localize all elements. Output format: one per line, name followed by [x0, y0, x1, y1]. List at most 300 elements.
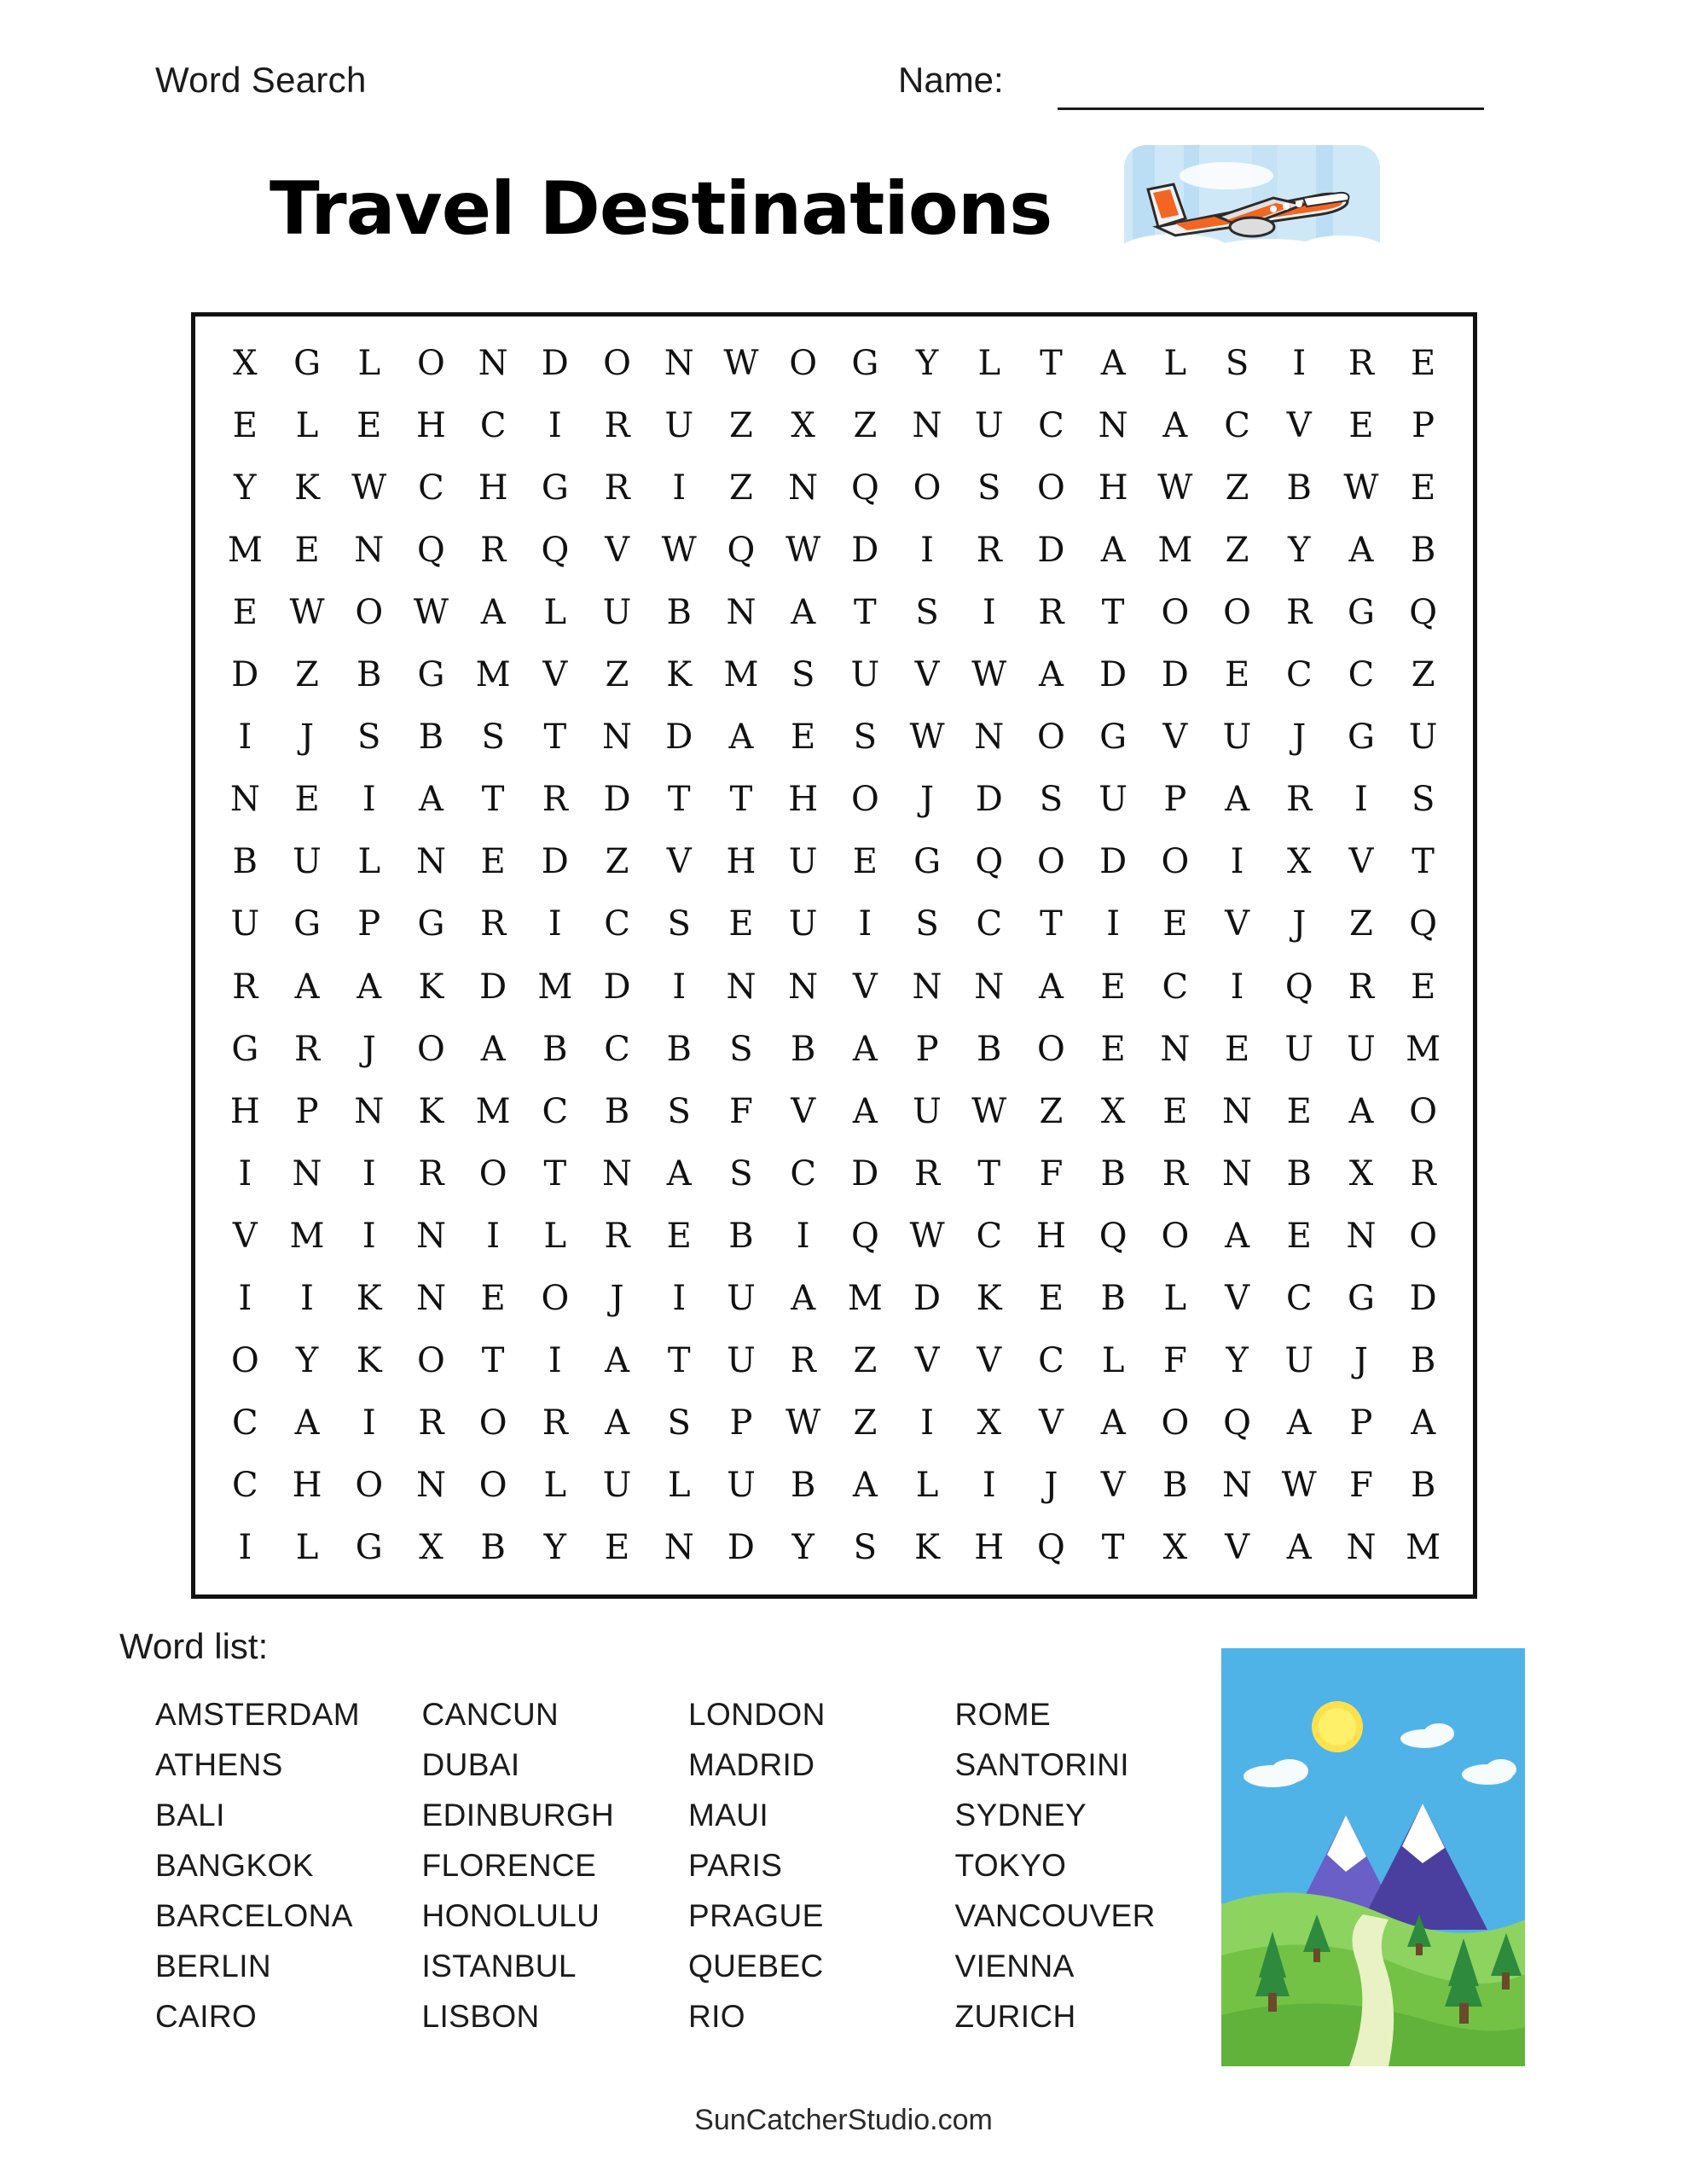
- grid-cell[interactable]: Z: [1225, 530, 1249, 570]
- grid-cell[interactable]: L: [915, 1466, 939, 1506]
- grid-cell[interactable]: K: [356, 1279, 382, 1319]
- grid-cell[interactable]: O: [355, 592, 384, 632]
- grid-cell[interactable]: I: [300, 1279, 314, 1319]
- grid-cell[interactable]: C: [790, 1153, 816, 1194]
- word-list-item[interactable]: QUEBEC: [688, 1949, 824, 1984]
- grid-cell[interactable]: N: [788, 967, 819, 1007]
- grid-cell[interactable]: A: [791, 592, 816, 632]
- grid-cell[interactable]: E: [1411, 343, 1436, 383]
- grid-cell[interactable]: U: [788, 904, 818, 944]
- grid-cell[interactable]: T: [481, 1341, 505, 1381]
- grid-cell[interactable]: N: [229, 780, 260, 820]
- grid-cell[interactable]: S: [1039, 780, 1064, 820]
- grid-cell[interactable]: D: [479, 967, 507, 1007]
- grid-cell[interactable]: V: [1348, 842, 1374, 882]
- grid-cell[interactable]: N: [974, 967, 1005, 1007]
- grid-cell[interactable]: B: [666, 592, 692, 632]
- grid-cell[interactable]: X: [1100, 1091, 1126, 1131]
- grid-cell[interactable]: O: [1161, 592, 1190, 632]
- grid-cell[interactable]: N: [912, 967, 942, 1007]
- grid-cell[interactable]: O: [417, 1029, 445, 1069]
- grid-cell[interactable]: L: [357, 343, 381, 383]
- grid-cell[interactable]: D: [1037, 530, 1065, 570]
- grid-cell[interactable]: F: [1349, 1466, 1373, 1506]
- grid-cell[interactable]: D: [603, 967, 631, 1007]
- grid-cell[interactable]: V: [977, 1341, 1002, 1381]
- grid-cell[interactable]: E: [728, 904, 754, 944]
- grid-cell[interactable]: E: [1411, 468, 1436, 508]
- grid-cell[interactable]: N: [602, 717, 633, 758]
- grid-cell[interactable]: V: [914, 1341, 940, 1381]
- grid-cell[interactable]: I: [362, 1153, 376, 1194]
- grid-cell[interactable]: Z: [1349, 904, 1373, 944]
- grid-cell[interactable]: G: [913, 842, 942, 882]
- grid-cell[interactable]: P: [729, 1403, 753, 1443]
- grid-cell[interactable]: T: [853, 592, 877, 632]
- grid-cell[interactable]: Z: [605, 655, 629, 695]
- grid-cell[interactable]: N: [726, 967, 757, 1007]
- grid-cell[interactable]: E: [1286, 1216, 1312, 1256]
- grid-cell[interactable]: A: [605, 1341, 629, 1381]
- grid-cell[interactable]: E: [1224, 655, 1250, 695]
- grid-cell[interactable]: U: [1284, 1029, 1314, 1069]
- grid-cell[interactable]: X: [233, 343, 258, 383]
- grid-cell[interactable]: C: [1285, 655, 1313, 695]
- grid-cell[interactable]: U: [727, 1466, 756, 1506]
- grid-cell[interactable]: B: [418, 717, 444, 758]
- grid-cell[interactable]: I: [796, 1216, 810, 1256]
- grid-cell[interactable]: O: [603, 343, 631, 383]
- grid-cell[interactable]: C: [418, 468, 444, 508]
- grid-cell[interactable]: H: [974, 1528, 1005, 1568]
- grid-cell[interactable]: D: [603, 780, 631, 820]
- grid-cell[interactable]: U: [1099, 780, 1128, 820]
- grid-cell[interactable]: U: [727, 1341, 756, 1381]
- grid-cell[interactable]: E: [232, 405, 258, 445]
- grid-cell[interactable]: E: [1411, 967, 1436, 1007]
- grid-cell[interactable]: T: [667, 1341, 691, 1381]
- grid-cell[interactable]: B: [1100, 1153, 1126, 1194]
- grid-cell[interactable]: O: [1161, 1403, 1190, 1443]
- grid-cell[interactable]: W: [1281, 1466, 1317, 1506]
- grid-cell[interactable]: I: [362, 1216, 376, 1256]
- grid-cell[interactable]: R: [913, 1153, 941, 1194]
- grid-cell[interactable]: B: [542, 1029, 568, 1069]
- grid-cell[interactable]: V: [914, 655, 940, 695]
- grid-cell[interactable]: G: [293, 343, 322, 383]
- grid-cell[interactable]: R: [1162, 1153, 1188, 1194]
- grid-cell[interactable]: I: [362, 1403, 376, 1443]
- grid-cell[interactable]: D: [541, 842, 569, 882]
- word-list-item[interactable]: MADRID: [688, 1747, 815, 1782]
- grid-cell[interactable]: E: [1100, 967, 1126, 1007]
- grid-cell[interactable]: A: [294, 967, 320, 1007]
- grid-cell[interactable]: I: [1354, 780, 1368, 820]
- grid-cell[interactable]: T: [543, 1153, 567, 1194]
- grid-cell[interactable]: C: [1038, 1341, 1064, 1381]
- grid-cell[interactable]: W: [971, 655, 1007, 695]
- grid-cell[interactable]: U: [788, 842, 818, 882]
- grid-cell[interactable]: F: [729, 1091, 753, 1131]
- grid-cell[interactable]: T: [1101, 1528, 1125, 1568]
- grid-cell[interactable]: S: [1411, 780, 1435, 820]
- grid-cell[interactable]: E: [1162, 1091, 1188, 1131]
- grid-cell[interactable]: S: [853, 1528, 878, 1568]
- grid-cell[interactable]: U: [293, 842, 322, 882]
- grid-cell[interactable]: M: [723, 655, 759, 695]
- grid-cell[interactable]: D: [851, 530, 879, 570]
- grid-cell[interactable]: I: [672, 1279, 687, 1319]
- grid-cell[interactable]: R: [1038, 592, 1064, 632]
- grid-cell[interactable]: O: [478, 1466, 507, 1506]
- word-list-item[interactable]: MAUI: [688, 1798, 769, 1833]
- grid-cell[interactable]: I: [548, 1341, 562, 1381]
- grid-cell[interactable]: A: [1100, 343, 1126, 383]
- word-list-item[interactable]: FLORENCE: [421, 1848, 597, 1883]
- grid-cell[interactable]: C: [1038, 405, 1064, 445]
- word-search-grid[interactable]: [191, 312, 1477, 1599]
- grid-cell[interactable]: S: [357, 717, 381, 758]
- grid-cell[interactable]: T: [1101, 592, 1125, 632]
- grid-cell[interactable]: A: [294, 1403, 320, 1443]
- grid-cell[interactable]: P: [1163, 780, 1187, 820]
- grid-cell[interactable]: P: [1412, 405, 1435, 445]
- grid-cell[interactable]: E: [294, 780, 320, 820]
- grid-cell[interactable]: R: [542, 1403, 568, 1443]
- grid-cell[interactable]: N: [602, 1153, 633, 1194]
- grid-cell[interactable]: L: [1101, 1341, 1125, 1381]
- grid-cell[interactable]: N: [664, 343, 694, 383]
- grid-cell[interactable]: L: [1163, 1279, 1187, 1319]
- grid-cell[interactable]: A: [852, 1029, 878, 1069]
- word-list-item[interactable]: AMSTERDAM: [155, 1697, 360, 1732]
- grid-cell[interactable]: C: [1162, 967, 1189, 1007]
- grid-cell[interactable]: V: [605, 530, 629, 570]
- grid-cell[interactable]: X: [1348, 1153, 1374, 1194]
- grid-cell[interactable]: J: [362, 1029, 376, 1069]
- grid-cell[interactable]: J: [1292, 904, 1307, 944]
- grid-cell[interactable]: G: [541, 468, 569, 508]
- grid-cell[interactable]: B: [666, 1029, 692, 1069]
- grid-cell[interactable]: G: [293, 904, 322, 944]
- grid-cell[interactable]: A: [1225, 1216, 1249, 1256]
- grid-cell[interactable]: R: [604, 1216, 630, 1256]
- grid-cell[interactable]: N: [664, 1528, 694, 1568]
- grid-cell[interactable]: K: [976, 1279, 1002, 1319]
- grid-cell[interactable]: S: [729, 1029, 753, 1069]
- grid-cell[interactable]: O: [1037, 717, 1065, 758]
- grid-cell[interactable]: I: [362, 780, 376, 820]
- grid-cell[interactable]: D: [851, 1153, 879, 1194]
- grid-cell[interactable]: S: [729, 1153, 753, 1194]
- grid-cell[interactable]: E: [1038, 1279, 1064, 1319]
- grid-cell[interactable]: A: [852, 1091, 878, 1131]
- grid-cell[interactable]: S: [853, 717, 878, 758]
- grid-cell[interactable]: D: [1099, 655, 1128, 695]
- grid-cell[interactable]: Y: [915, 343, 939, 383]
- grid-cell[interactable]: V: [1100, 1466, 1126, 1506]
- grid-cell[interactable]: U: [1284, 1341, 1314, 1381]
- grid-cell[interactable]: T: [1040, 904, 1063, 944]
- grid-cell[interactable]: I: [1230, 967, 1244, 1007]
- grid-cell[interactable]: B: [604, 1091, 630, 1131]
- grid-cell[interactable]: C: [976, 904, 1003, 944]
- grid-cell[interactable]: L: [543, 1466, 567, 1506]
- grid-cell[interactable]: A: [1039, 655, 1064, 695]
- grid-cell[interactable]: M: [227, 530, 263, 570]
- grid-cell[interactable]: D: [1161, 655, 1189, 695]
- grid-cell[interactable]: Z: [853, 1403, 878, 1443]
- grid-cell[interactable]: V: [791, 1091, 816, 1131]
- grid-cell[interactable]: S: [977, 468, 1001, 508]
- grid-cell[interactable]: A: [1286, 1403, 1312, 1443]
- grid-cell[interactable]: A: [357, 967, 382, 1007]
- grid-cell[interactable]: J: [1292, 717, 1307, 758]
- word-list-item[interactable]: SANTORINI: [954, 1747, 1129, 1782]
- grid-cell[interactable]: I: [238, 1528, 252, 1568]
- grid-cell[interactable]: C: [604, 1029, 630, 1069]
- grid-cell[interactable]: N: [1160, 1029, 1191, 1069]
- grid-cell[interactable]: M: [847, 1279, 883, 1319]
- grid-cell[interactable]: W: [971, 1091, 1007, 1131]
- grid-cell[interactable]: E: [357, 405, 382, 445]
- grid-cell[interactable]: E: [294, 530, 320, 570]
- word-list-item[interactable]: HONOLULU: [421, 1898, 600, 1933]
- grid-cell[interactable]: Q: [850, 1216, 879, 1256]
- grid-cell[interactable]: A: [852, 1466, 878, 1506]
- word-list-item[interactable]: PRAGUE: [688, 1898, 824, 1933]
- grid-cell[interactable]: M: [475, 1091, 511, 1131]
- grid-cell[interactable]: N: [1346, 1216, 1377, 1256]
- grid-cell[interactable]: K: [356, 1341, 382, 1381]
- grid-cell[interactable]: B: [1162, 1466, 1188, 1506]
- grid-cell[interactable]: E: [604, 1528, 630, 1568]
- grid-cell[interactable]: R: [480, 530, 507, 570]
- word-list-item[interactable]: CANCUN: [421, 1697, 559, 1732]
- grid-cell[interactable]: L: [295, 405, 319, 445]
- grid-cell[interactable]: C: [232, 1466, 258, 1506]
- grid-cell[interactable]: A: [480, 1029, 506, 1069]
- grid-cell[interactable]: Q: [417, 530, 445, 570]
- grid-cell[interactable]: B: [1100, 1279, 1126, 1319]
- grid-cell[interactable]: H: [726, 842, 757, 882]
- grid-cell[interactable]: I: [858, 904, 872, 944]
- grid-cell[interactable]: N: [912, 405, 942, 445]
- grid-cell[interactable]: T: [977, 1153, 1001, 1194]
- grid-cell[interactable]: I: [238, 1279, 252, 1319]
- grid-cell[interactable]: Y: [295, 1341, 319, 1381]
- grid-cell[interactable]: K: [418, 1091, 444, 1131]
- grid-cell[interactable]: A: [1411, 1403, 1436, 1443]
- grid-cell[interactable]: E: [852, 842, 878, 882]
- grid-cell[interactable]: V: [666, 842, 692, 882]
- grid-cell[interactable]: U: [727, 1279, 756, 1319]
- grid-cell[interactable]: F: [1162, 1341, 1187, 1381]
- grid-cell[interactable]: W: [289, 592, 325, 632]
- grid-cell[interactable]: W: [413, 592, 449, 632]
- grid-cell[interactable]: D: [1099, 842, 1128, 882]
- grid-cell[interactable]: H: [416, 405, 446, 445]
- grid-cell[interactable]: X: [1287, 842, 1312, 882]
- grid-cell[interactable]: Y: [791, 1528, 815, 1568]
- grid-cell[interactable]: J: [300, 717, 315, 758]
- grid-cell[interactable]: N: [292, 1153, 322, 1194]
- grid-cell[interactable]: A: [480, 592, 506, 632]
- grid-cell[interactable]: L: [357, 842, 381, 882]
- grid-cell[interactable]: O: [478, 1153, 507, 1194]
- grid-cell[interactable]: G: [417, 904, 445, 944]
- grid-cell[interactable]: G: [1347, 592, 1375, 632]
- grid-cell[interactable]: U: [602, 592, 632, 632]
- grid-cell[interactable]: M: [289, 1216, 325, 1256]
- grid-cell[interactable]: A: [1348, 530, 1374, 570]
- word-list-item[interactable]: VIENNA: [954, 1949, 1075, 1984]
- grid-cell[interactable]: O: [1037, 1029, 1065, 1069]
- grid-cell[interactable]: T: [1040, 343, 1063, 383]
- grid-cell[interactable]: Z: [295, 655, 319, 695]
- grid-cell[interactable]: G: [1347, 1279, 1375, 1319]
- grid-cell[interactable]: S: [667, 1091, 691, 1131]
- grid-cell[interactable]: A: [666, 1153, 692, 1194]
- grid-cell[interactable]: O: [478, 1403, 507, 1443]
- grid-cell[interactable]: O: [1409, 1216, 1438, 1256]
- grid-cell[interactable]: I: [1292, 343, 1307, 383]
- grid-cell[interactable]: B: [1286, 468, 1312, 508]
- grid-cell[interactable]: S: [915, 592, 939, 632]
- word-list-item[interactable]: ZURICH: [954, 1999, 1076, 2034]
- grid-cell[interactable]: C: [604, 904, 630, 944]
- grid-cell[interactable]: I: [1106, 904, 1121, 944]
- grid-cell[interactable]: Q: [1409, 904, 1438, 944]
- word-list-item[interactable]: EDINBURGH: [421, 1798, 615, 1833]
- grid-cell[interactable]: O: [789, 343, 818, 383]
- grid-cell[interactable]: C: [1224, 405, 1250, 445]
- grid-cell[interactable]: T: [667, 780, 691, 820]
- grid-cell[interactable]: O: [1223, 592, 1251, 632]
- grid-cell[interactable]: U: [913, 1091, 942, 1131]
- grid-cell[interactable]: U: [1408, 717, 1438, 758]
- grid-cell[interactable]: I: [672, 468, 687, 508]
- grid-cell[interactable]: R: [976, 530, 1002, 570]
- grid-cell[interactable]: L: [1163, 343, 1187, 383]
- grid-cell[interactable]: O: [417, 343, 445, 383]
- grid-cell[interactable]: R: [232, 967, 258, 1007]
- grid-cell[interactable]: O: [541, 1279, 570, 1319]
- grid-cell[interactable]: V: [1286, 405, 1312, 445]
- grid-cell[interactable]: I: [238, 1153, 252, 1194]
- word-list-item[interactable]: SYDNEY: [954, 1798, 1087, 1833]
- word-list-item[interactable]: ROME: [954, 1697, 1052, 1732]
- grid-cell[interactable]: Z: [729, 405, 753, 445]
- grid-cell[interactable]: W: [786, 1403, 821, 1443]
- grid-cell[interactable]: N: [415, 1216, 446, 1256]
- grid-cell[interactable]: R: [480, 904, 507, 944]
- grid-cell[interactable]: N: [354, 1091, 385, 1131]
- grid-cell[interactable]: Q: [1223, 1403, 1251, 1443]
- grid-cell[interactable]: O: [1037, 468, 1065, 508]
- grid-cell[interactable]: T: [481, 780, 505, 820]
- grid-cell[interactable]: B: [790, 1029, 816, 1069]
- grid-cell[interactable]: L: [667, 1466, 691, 1506]
- grid-cell[interactable]: G: [1347, 717, 1375, 758]
- grid-cell[interactable]: Z: [1225, 468, 1249, 508]
- grid-cell[interactable]: U: [1347, 1029, 1376, 1069]
- grid-cell[interactable]: H: [478, 468, 508, 508]
- grid-cell[interactable]: Q: [541, 530, 570, 570]
- grid-cell[interactable]: F: [1039, 1153, 1064, 1194]
- grid-cell[interactable]: N: [1222, 1466, 1253, 1506]
- grid-cell[interactable]: I: [672, 967, 687, 1007]
- grid-cell[interactable]: O: [1161, 842, 1190, 882]
- grid-cell[interactable]: N: [1346, 1528, 1377, 1568]
- grid-cell[interactable]: R: [542, 780, 568, 820]
- grid-cell[interactable]: U: [230, 904, 260, 944]
- grid-cell[interactable]: I: [486, 1216, 501, 1256]
- grid-cell[interactable]: E: [1224, 1029, 1250, 1069]
- grid-cell[interactable]: B: [1410, 1341, 1436, 1381]
- grid-cell[interactable]: A: [1225, 780, 1249, 820]
- grid-cell[interactable]: W: [661, 530, 697, 570]
- grid-cell[interactable]: L: [295, 1528, 319, 1568]
- grid-cell[interactable]: N: [974, 717, 1005, 758]
- grid-cell[interactable]: T: [729, 780, 753, 820]
- grid-cell[interactable]: X: [791, 405, 815, 445]
- grid-cell[interactable]: R: [1410, 1153, 1436, 1194]
- grid-cell[interactable]: D: [541, 343, 569, 383]
- grid-cell[interactable]: O: [417, 1341, 445, 1381]
- grid-cell[interactable]: A: [1348, 1091, 1374, 1131]
- grid-cell[interactable]: N: [1222, 1091, 1253, 1131]
- grid-cell[interactable]: B: [1286, 1153, 1312, 1194]
- grid-cell[interactable]: G: [355, 1528, 383, 1568]
- grid-cell[interactable]: Z: [853, 405, 878, 445]
- grid-cell[interactable]: E: [1100, 1029, 1126, 1069]
- grid-cell[interactable]: I: [238, 717, 252, 758]
- grid-cell[interactable]: O: [1161, 1216, 1190, 1256]
- grid-cell[interactable]: R: [293, 1029, 321, 1069]
- grid-cell[interactable]: N: [354, 530, 385, 570]
- grid-cell[interactable]: E: [1286, 1091, 1312, 1131]
- grid-cell[interactable]: H: [229, 1091, 260, 1131]
- grid-cell[interactable]: A: [1286, 1528, 1312, 1568]
- grid-cell[interactable]: D: [913, 1279, 942, 1319]
- grid-cell[interactable]: O: [1409, 1091, 1438, 1131]
- grid-cell[interactable]: W: [351, 468, 387, 508]
- grid-cell[interactable]: E: [1162, 904, 1188, 944]
- grid-cell[interactable]: N: [726, 592, 757, 632]
- grid-cell[interactable]: N: [1222, 1153, 1253, 1194]
- grid-cell[interactable]: K: [418, 967, 444, 1007]
- grid-cell[interactable]: H: [1098, 468, 1128, 508]
- grid-cell[interactable]: G: [417, 655, 445, 695]
- grid-cell[interactable]: C: [542, 1091, 569, 1131]
- grid-cell[interactable]: V: [1225, 1528, 1249, 1568]
- grid-cell[interactable]: Q: [727, 530, 756, 570]
- grid-cell[interactable]: K: [914, 1528, 940, 1568]
- grid-cell[interactable]: Q: [850, 468, 879, 508]
- grid-cell[interactable]: B: [728, 1216, 754, 1256]
- grid-cell[interactable]: Z: [729, 468, 753, 508]
- grid-cell[interactable]: O: [355, 1466, 384, 1506]
- grid-cell[interactable]: X: [419, 1528, 443, 1568]
- grid-cell[interactable]: Q: [1099, 1216, 1128, 1256]
- grid-cell[interactable]: H: [788, 780, 819, 820]
- grid-cell[interactable]: A: [1100, 1403, 1126, 1443]
- grid-cell[interactable]: G: [1099, 717, 1128, 758]
- grid-cell[interactable]: W: [723, 343, 759, 383]
- grid-cell[interactable]: Q: [1409, 592, 1438, 632]
- grid-cell[interactable]: D: [975, 780, 1003, 820]
